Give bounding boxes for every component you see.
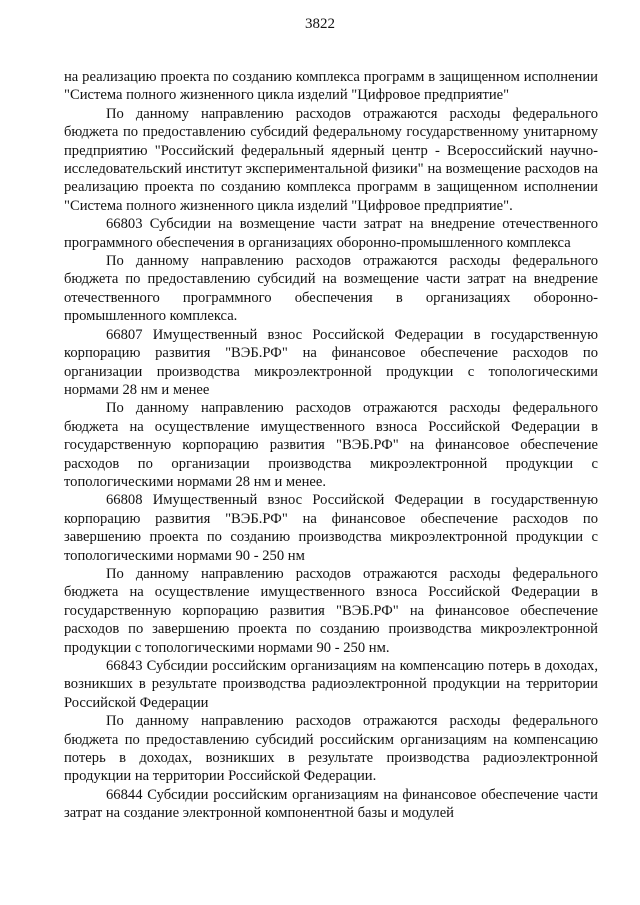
document-body	[64, 68, 598, 823]
section-heading: 66808 Имущественный взнос Российской Федерации в государственную корпорацию развития "ВЭБ.РФ" на финансовое обеспечение расходов по завершению проекта по созданию производства микроэлектронной продукции с топологическими нормами 90 - 250 нм	[64, 492, 598, 564]
section-heading: 66844 Субсидии российским организациям на финансовое обеспечение части затрат на создание электронной компонентной базы и модулей	[64, 786, 598, 822]
section-heading: 66807 Имущественный взнос Российской Федерации в государственную корпорацию развития "ВЭБ.РФ" на финансовое обеспечение расходов по организации производства микроэлектронной продукции с топологическими нормами 28 нм и менее	[64, 326, 598, 398]
paragraph: По данному направлению расходов отражаются расходы федерального бюджета на осуществление имущественного взноса Российской Федерации в государственную корпорацию развития "ВЭБ.РФ" на финансовое обеспечение расходов по организации производства микроэлектронной продукции с топологическими нормами 28 нм и менее.	[64, 400, 598, 490]
paragraph: По данному направлению расходов отражаются расходы федерального бюджета по предоставлению субсидий российским организациям на компенсацию потерь в доходах, возникших в результате производства радиоэлектронной продукции на территории Российской Федерации.	[64, 713, 598, 785]
section-heading: 66803 Субсидии на возмещение части затрат на внедрение отечественного программного обеспечения в организациях оборонно-промышленного комплекса	[64, 216, 598, 251]
paragraph: По данному направлению расходов отражаются расходы федерального бюджета по предоставлению субсидий федеральному государственному унитарному предприятию "Российский федеральный ядерный центр - Всероссийский научно-исследовательский институт экспериментальной физики" на возмещение расходов на реализацию проекта по созданию комплекса программ в защищенном исполнении "Система полного жизненного цикла изделий "Цифровое предприятие".	[64, 105, 598, 214]
paragraph: По данному направлению расходов отражаются расходы федерального бюджета по предоставлению субсидий на возмещение части затрат на внедрение отечественного программного обеспечения в организациях оборонно-промышленного комплекса.	[64, 253, 598, 325]
page-number: 3822	[305, 16, 335, 32]
paragraph: По данному направлению расходов отражаются расходы федерального бюджета на осуществление имущественного взноса Российской Федерации в государственную корпорацию развития "ВЭБ.РФ" на финансовое обеспечение расходов по завершению проекта по созданию производства микроэлектронной продукции с топологическими нормами 90 - 250 нм.	[64, 565, 598, 656]
paragraph: на реализацию проекта по созданию комплекса программ в защищенном исполнении "Система полного жизненного цикла изделий "Цифровое предприятие"	[64, 69, 598, 104]
section-heading: 66843 Субсидии российским организациям на компенсацию потерь в доходах, возникших в результате производства радиоэлектронной продукции на территории Российской Федерации	[64, 658, 598, 711]
